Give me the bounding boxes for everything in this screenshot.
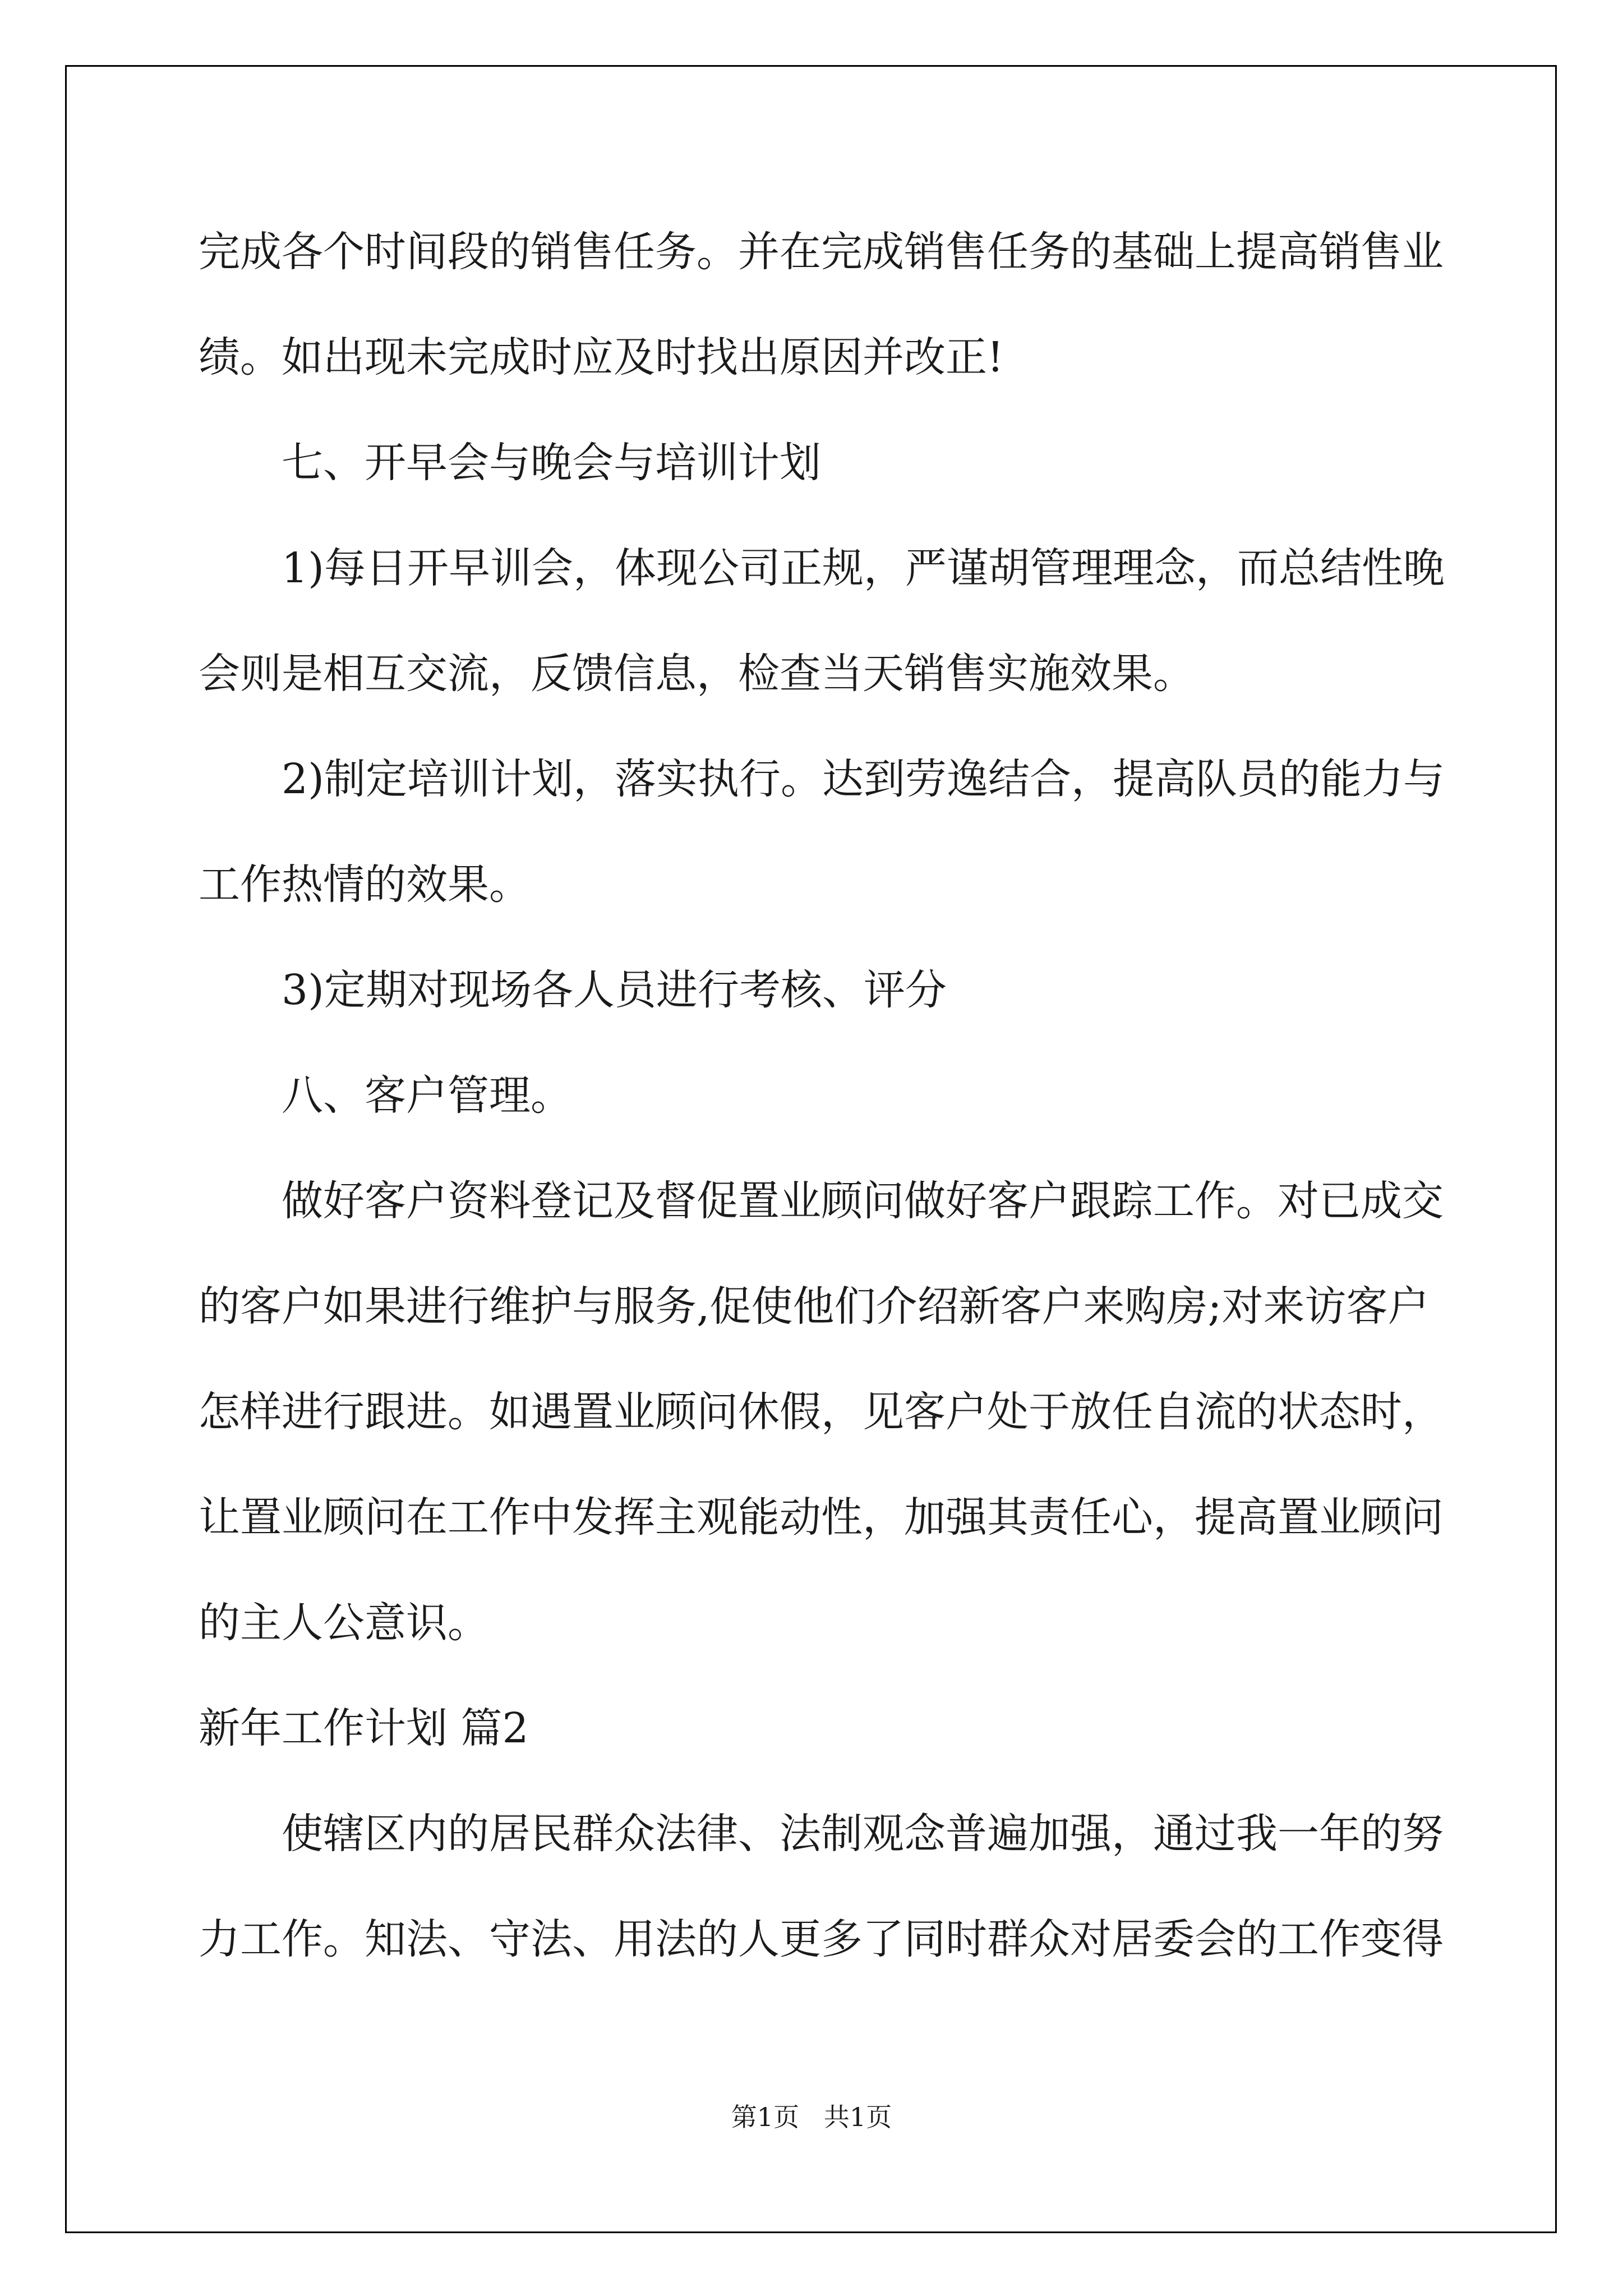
page-border bbox=[65, 65, 1557, 2233]
section-heading: 八、客户管理。 bbox=[282, 1071, 572, 1120]
paragraph-line: 力工作。知法、守法、用法的人更多了同时群众对居委会的工作变得 bbox=[199, 1915, 1444, 1963]
paragraph-line: 让置业顾问在工作中发挥主观能动性，加强其责任心，提高置业顾问 bbox=[199, 1493, 1444, 1542]
section-heading: 七、开早会与晚会与培训计划 bbox=[282, 439, 821, 487]
paragraph-line: 工作热情的效果。 bbox=[199, 861, 531, 909]
paragraph-line: 怎样进行跟进。如遇置业顾问休假，见客户处于放任自流的状态时， bbox=[199, 1388, 1444, 1436]
paragraph-line: 的主人公意识。 bbox=[199, 1599, 489, 1647]
paragraph-line: 会则是相互交流，反馈信息，检查当天销售实施效果。 bbox=[199, 650, 1195, 698]
paragraph-line: 1)每日开早训会，体现公司正规，严谨胡管理理念，而总结性晚 bbox=[282, 544, 1445, 592]
paragraph-line: 做好客户资料登记及督促置业顾问做好客户跟踪工作。对已成交 bbox=[282, 1177, 1444, 1225]
article-title: 新年工作计划 篇2 bbox=[199, 1704, 529, 1752]
paragraph-line: 3)定期对现场各人员进行考核、评分 bbox=[282, 966, 947, 1014]
paragraph-line: 绩。如出现未完成时应及时找出原因并改正! bbox=[199, 333, 1004, 381]
paragraph-line: 的客户如果进行维护与服务,促使他们介绍新客户来购房;对来访客户 bbox=[199, 1282, 1430, 1331]
paragraph-line: 2)制定培训计划，落实执行。达到劳逸结合，提高队员的能力与 bbox=[282, 755, 1445, 803]
page-number-footer: 第1页 共1页 bbox=[731, 2102, 892, 2132]
paragraph-line: 完成各个时间段的销售任务。并在完成销售任务的基础上提高销售业 bbox=[199, 228, 1444, 276]
paragraph-line: 使辖区内的居民群众法律、法制观念普遍加强，通过我一年的努 bbox=[282, 1810, 1444, 1858]
